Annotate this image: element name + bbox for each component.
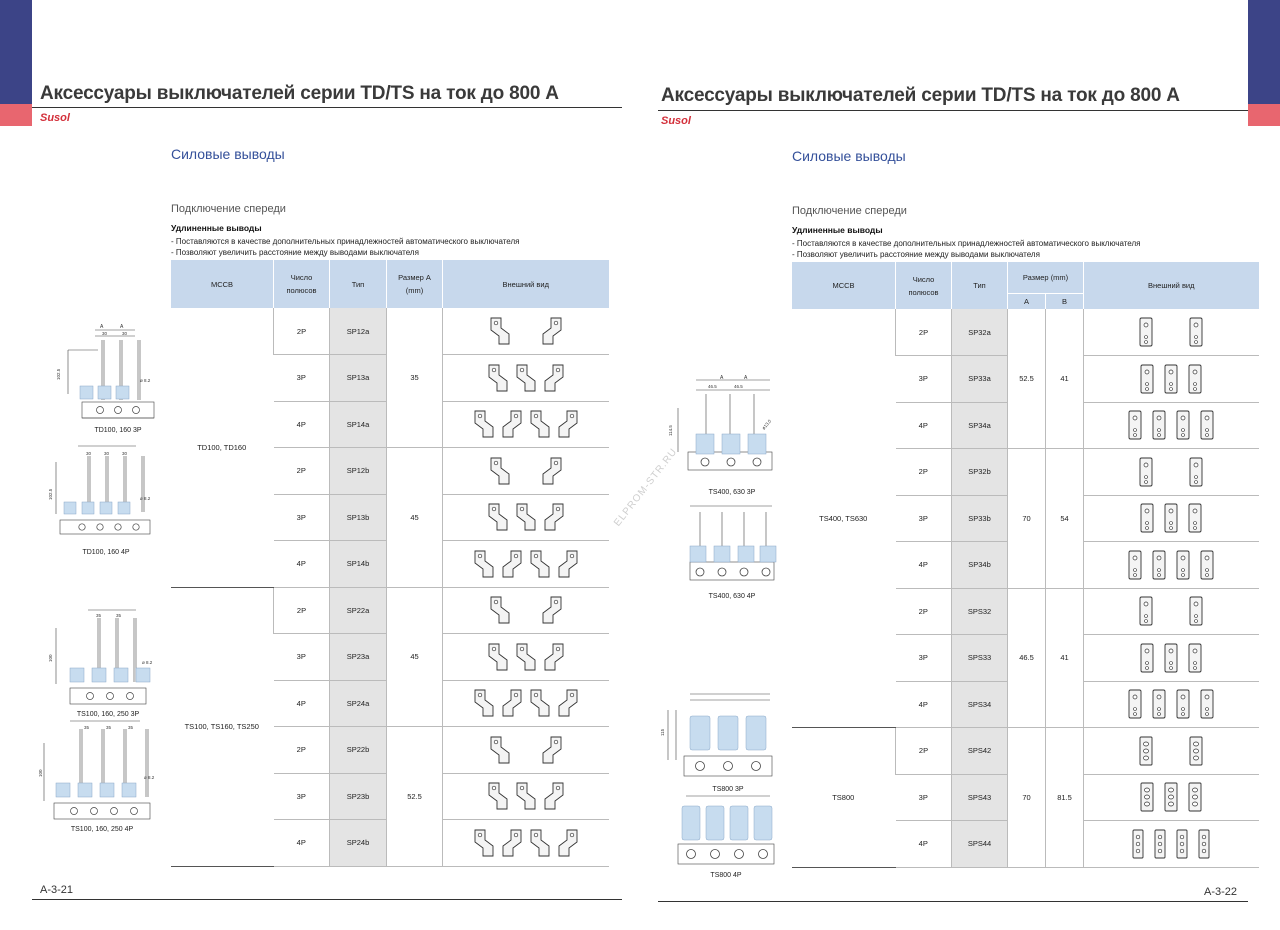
table-row: [171, 587, 609, 634]
drawing-caption: TS100, 160, 250 3P: [76, 711, 140, 718]
breaker-drawings: [40, 322, 170, 842]
footer-divider: [32, 899, 622, 900]
cell-poles: 4P: [274, 401, 330, 448]
svg-text:100: 100: [38, 769, 43, 777]
terminal-lug-icon: [557, 409, 579, 439]
terminal-bar-icon: [1151, 409, 1167, 441]
cell-appearance: [1084, 402, 1259, 449]
terminal-bar-icon: [1151, 688, 1167, 720]
col-header-type: Тип: [952, 262, 1008, 309]
title-divider: [32, 107, 622, 108]
col-header-appearance: Внешний вид: [1084, 262, 1259, 309]
terminal-lug-icon: [529, 828, 551, 858]
drawing-caption: TD100, 160 3P: [94, 427, 142, 434]
cell-type: SP23b: [330, 773, 387, 820]
cell-mccb: TS400, TS630: [792, 309, 896, 728]
drawing-caption: TS800 4P: [710, 872, 742, 879]
dim-a: A: [100, 324, 104, 330]
cell-appearance: [443, 308, 609, 355]
cell-size-b: 81.5: [1046, 728, 1084, 868]
cell-appearance: [443, 680, 609, 727]
terminal-bar-icon: [1199, 409, 1215, 441]
cell-size: 45: [387, 448, 443, 588]
svg-text:115: 115: [660, 728, 665, 736]
terminal-bar-icon: [1139, 363, 1155, 395]
cell-type: SP34a: [952, 402, 1008, 449]
cell-size-b: 41: [1046, 309, 1084, 449]
terminal-lug-icon: [529, 688, 551, 718]
terminal-bar-icon: [1188, 456, 1204, 488]
title-divider: [658, 110, 1248, 111]
right-page: [650, 0, 1280, 930]
cell-poles: 3P: [274, 494, 330, 541]
terminal-bar-icon: [1127, 409, 1143, 441]
terminal-lug-icon: [501, 549, 523, 579]
cell-appearance: [1084, 681, 1259, 728]
terminal-lug-icon: [489, 735, 511, 765]
svg-text:102.5: 102.5: [56, 368, 61, 380]
cell-poles: 4P: [274, 541, 330, 588]
page-number: A-3-22: [1204, 886, 1238, 898]
drawing-ts400-4p: [690, 506, 776, 600]
spec-table: [791, 262, 1259, 868]
cell-appearance: [443, 820, 609, 867]
drawing-ts400-3p: [668, 375, 772, 496]
terminal-lug-icon: [543, 642, 565, 672]
cell-appearance: [1084, 774, 1259, 821]
cell-poles: 4P: [274, 680, 330, 727]
svg-text:30: 30: [122, 331, 128, 336]
terminal-lug-icon: [501, 828, 523, 858]
cell-size-a: 46.5: [1008, 588, 1046, 728]
cell-poles: 4P: [896, 821, 952, 868]
cell-type: SP32a: [952, 309, 1008, 356]
drawing-caption: TD100, 160 4P: [82, 549, 130, 556]
svg-text:35: 35: [96, 613, 102, 618]
cell-size: 45: [387, 587, 443, 727]
cell-poles: 2P: [274, 308, 330, 355]
cell-type: SPS34: [952, 681, 1008, 728]
terminal-lug-icon: [543, 363, 565, 393]
cell-appearance: [1084, 309, 1259, 356]
cell-type: SP13a: [330, 355, 387, 402]
col-header-mccb: MCCB: [792, 262, 896, 309]
cell-appearance: [443, 355, 609, 402]
cell-appearance: [443, 773, 609, 820]
terminal-bar-icon: [1163, 363, 1179, 395]
section-heading: Силовые выводы: [171, 146, 285, 162]
footer-divider: [658, 901, 1248, 902]
cell-poles: 2P: [896, 588, 952, 635]
terminal-bar-icon: [1138, 456, 1154, 488]
terminal-lug-icon: [489, 595, 511, 625]
col-header-b: B: [1046, 293, 1084, 309]
terminal-bar-icon: [1163, 502, 1179, 534]
cell-poles: 3P: [896, 774, 952, 821]
svg-text:35: 35: [128, 725, 134, 730]
table-row: [792, 728, 1259, 775]
cell-appearance: [1084, 495, 1259, 542]
svg-text:35: 35: [116, 613, 122, 618]
terminal-lug-icon: [473, 409, 495, 439]
col-header-type: Тип: [330, 260, 387, 308]
note-title: Удлиненные выводы: [171, 223, 262, 233]
terminal-lug-icon: [515, 502, 537, 532]
terminal-bar-icon: [1175, 688, 1191, 720]
cell-poles: 3P: [896, 356, 952, 403]
svg-text:ø 8.2: ø 8.2: [142, 660, 153, 665]
cell-type: SP24b: [330, 820, 387, 867]
terminal-bar-icon: [1187, 363, 1203, 395]
cell-appearance: [1084, 728, 1259, 775]
cell-type: SP33b: [952, 495, 1008, 542]
cell-type: SP33a: [952, 356, 1008, 403]
cell-type: SP22b: [330, 727, 387, 774]
col-header-a: A: [1008, 293, 1046, 309]
drawing-ts100-4p: [38, 721, 155, 833]
terminal-bar-icon: [1175, 549, 1191, 581]
svg-text:100: 100: [48, 654, 53, 662]
terminal-plate-icon: [1197, 828, 1211, 860]
cell-type: SP23a: [330, 634, 387, 681]
terminal-lug-icon: [543, 502, 565, 532]
cell-appearance: [1084, 821, 1259, 868]
cell-appearance: [443, 541, 609, 588]
section-heading: Силовые выводы: [792, 148, 906, 164]
svg-text:30: 30: [122, 451, 128, 456]
subsection-heading: Подключение спереди: [171, 203, 286, 215]
cell-type: SP22a: [330, 587, 387, 634]
left-page: [0, 0, 630, 930]
terminal-lug-icon: [515, 781, 537, 811]
spec-table: [170, 260, 609, 867]
cell-appearance: [1084, 635, 1259, 682]
terminal-plate-icon: [1163, 781, 1179, 813]
terminal-bar-icon: [1139, 642, 1155, 674]
note-line: - Поставляются в качестве дополнительных принадлежностей автоматического выключателя: [171, 237, 520, 246]
terminal-lug-icon: [473, 549, 495, 579]
terminal-lug-icon: [515, 642, 537, 672]
cell-appearance: [443, 634, 609, 681]
col-header-size: Размер А (mm): [387, 260, 443, 308]
terminal-bar-icon: [1175, 409, 1191, 441]
page-number: A-3-21: [40, 884, 74, 896]
cell-size-a: 52.5: [1008, 309, 1046, 449]
col-header-mccb: MCCB: [171, 260, 274, 308]
cell-poles: 4P: [896, 681, 952, 728]
cell-poles: 4P: [896, 542, 952, 589]
cell-size: 52.5: [387, 727, 443, 867]
terminal-lug-icon: [541, 316, 563, 346]
terminal-lug-icon: [529, 549, 551, 579]
terminal-bar-icon: [1199, 688, 1215, 720]
cell-type: SP14b: [330, 541, 387, 588]
brand-logo: Susol: [661, 115, 691, 127]
cell-appearance: [1084, 542, 1259, 589]
drawing-caption: TS400, 630 3P: [708, 489, 756, 496]
svg-text:A: A: [720, 375, 724, 381]
cell-poles: 2P: [896, 309, 952, 356]
corner-marker: [1248, 0, 1280, 126]
cell-size: 35: [387, 308, 443, 448]
svg-text:ø13.0: ø13.0: [760, 418, 773, 431]
terminal-plate-icon: [1131, 828, 1145, 860]
drawing-caption: TS100, 160, 250 4P: [70, 826, 134, 833]
terminal-plate-icon: [1138, 735, 1154, 767]
terminal-bar-icon: [1127, 549, 1143, 581]
cell-type: SPS33: [952, 635, 1008, 682]
terminal-lug-icon: [489, 456, 511, 486]
terminal-plate-icon: [1153, 828, 1167, 860]
cell-type: SP34b: [952, 542, 1008, 589]
terminal-bar-icon: [1138, 595, 1154, 627]
svg-text:30: 30: [102, 331, 108, 336]
cell-poles: 3P: [274, 634, 330, 681]
terminal-bar-icon: [1138, 316, 1154, 348]
brand-logo: Susol: [40, 112, 70, 124]
terminal-plate-icon: [1187, 781, 1203, 813]
table-row: [792, 309, 1259, 356]
page-title: Аксессуары выключателей серии TD/TS на ток до 800 А: [40, 83, 559, 104]
terminal-bar-icon: [1139, 502, 1155, 534]
cell-appearance: [1084, 449, 1259, 496]
terminal-lug-icon: [489, 316, 511, 346]
cell-poles: 3P: [274, 773, 330, 820]
drawing-td100-4p: [48, 446, 151, 556]
cell-poles: 2P: [274, 727, 330, 774]
terminal-lug-icon: [501, 409, 523, 439]
terminal-plate-icon: [1175, 828, 1189, 860]
cell-type: SP12a: [330, 308, 387, 355]
terminal-lug-icon: [487, 642, 509, 672]
cell-poles: 3P: [896, 495, 952, 542]
cell-size-a: 70: [1008, 728, 1046, 868]
cell-type: SP13b: [330, 494, 387, 541]
svg-text:46.5: 46.5: [708, 384, 717, 389]
note-line: - Позволяют увеличить расстояние между выводами выключателя: [792, 250, 1040, 259]
watermark: ELPROM-STR.RU: [612, 446, 680, 529]
cell-poles: 2P: [896, 728, 952, 775]
terminal-bar-icon: [1151, 549, 1167, 581]
cell-size-b: 54: [1046, 449, 1084, 589]
drawing-caption: TS400, 630 4P: [708, 593, 756, 600]
terminal-bar-icon: [1163, 642, 1179, 674]
cell-poles: 3P: [896, 635, 952, 682]
terminal-bar-icon: [1199, 549, 1215, 581]
cell-poles: 2P: [896, 449, 952, 496]
cell-poles: 2P: [274, 448, 330, 495]
page-title: Аксессуары выключателей серии TD/TS на ток до 800 А: [661, 85, 1180, 106]
cell-appearance: [1084, 588, 1259, 635]
terminal-lug-icon: [473, 688, 495, 718]
svg-text:30: 30: [104, 451, 110, 456]
svg-text:114.5: 114.5: [668, 425, 673, 436]
cell-appearance: [443, 727, 609, 774]
cell-appearance: [443, 448, 609, 495]
cell-type: SPS44: [952, 821, 1008, 868]
terminal-lug-icon: [557, 688, 579, 718]
cell-poles: 2P: [274, 587, 330, 634]
cell-type: SPS32: [952, 588, 1008, 635]
dim-hole: ø 8.2: [140, 378, 151, 383]
svg-text:46.5: 46.5: [734, 384, 743, 389]
terminal-plate-icon: [1188, 735, 1204, 767]
col-header-size: Размер (mm): [1008, 262, 1084, 293]
terminal-bar-icon: [1188, 316, 1204, 348]
note-line: - Позволяют увеличить расстояние между выводами выключателя: [171, 248, 419, 257]
cell-type: SP12b: [330, 448, 387, 495]
col-header-poles: Число полюсов: [274, 260, 330, 308]
svg-text:ø 8.2: ø 8.2: [144, 775, 155, 780]
terminal-lug-icon: [541, 595, 563, 625]
terminal-lug-icon: [487, 363, 509, 393]
svg-text:A: A: [744, 375, 748, 381]
cell-type: SP32b: [952, 449, 1008, 496]
cell-poles: 4P: [274, 820, 330, 867]
terminal-lug-icon: [541, 735, 563, 765]
terminal-lug-icon: [487, 781, 509, 811]
terminal-bar-icon: [1187, 502, 1203, 534]
cell-poles: 3P: [274, 355, 330, 402]
terminal-lug-icon: [557, 828, 579, 858]
terminal-bar-icon: [1188, 595, 1204, 627]
terminal-lug-icon: [515, 363, 537, 393]
terminal-lug-icon: [541, 456, 563, 486]
breaker-drawings: [660, 372, 790, 882]
drawing-td100-3p: [56, 324, 154, 434]
svg-text:35: 35: [84, 725, 90, 730]
cell-size-b: 41: [1046, 588, 1084, 728]
cell-appearance: [443, 401, 609, 448]
terminal-lug-icon: [557, 549, 579, 579]
cell-type: SP14a: [330, 401, 387, 448]
subsection-heading: Подключение спереди: [792, 205, 907, 217]
cell-size-a: 70: [1008, 449, 1046, 589]
terminal-bar-icon: [1187, 642, 1203, 674]
col-header-appearance: Внешний вид: [443, 260, 609, 308]
note-line: - Поставляются в качестве дополнительных принадлежностей автоматического выключателя: [792, 239, 1141, 248]
svg-text:A: A: [120, 324, 124, 330]
col-header-poles: Число полюсов: [896, 262, 952, 309]
cell-appearance: [443, 587, 609, 634]
drawing-ts800-4p: [678, 796, 774, 879]
terminal-lug-icon: [487, 502, 509, 532]
cell-mccb: TD100, TD160: [171, 308, 274, 587]
terminal-lug-icon: [501, 688, 523, 718]
svg-text:102.5: 102.5: [48, 488, 53, 500]
note-title: Удлиненные выводы: [792, 225, 883, 235]
drawing-ts100-3p: [48, 610, 153, 718]
terminal-bar-icon: [1127, 688, 1143, 720]
svg-text:35: 35: [106, 725, 112, 730]
cell-poles: 4P: [896, 402, 952, 449]
cell-type: SP24a: [330, 680, 387, 727]
drawing-caption: TS800 3P: [712, 786, 744, 793]
cell-mccb: TS800: [792, 728, 896, 868]
corner-marker: [0, 0, 32, 126]
svg-text:30: 30: [86, 451, 92, 456]
cell-type: SPS43: [952, 774, 1008, 821]
terminal-lug-icon: [543, 781, 565, 811]
terminal-lug-icon: [529, 409, 551, 439]
table-row: [171, 308, 609, 355]
cell-type: SPS42: [952, 728, 1008, 775]
cell-mccb: TS100, TS160, TS250: [171, 587, 274, 866]
svg-text:ø 8.2: ø 8.2: [140, 496, 151, 501]
cell-appearance: [1084, 356, 1259, 403]
terminal-plate-icon: [1139, 781, 1155, 813]
terminal-lug-icon: [473, 828, 495, 858]
drawing-ts800-3p: [660, 694, 772, 793]
cell-appearance: [443, 494, 609, 541]
